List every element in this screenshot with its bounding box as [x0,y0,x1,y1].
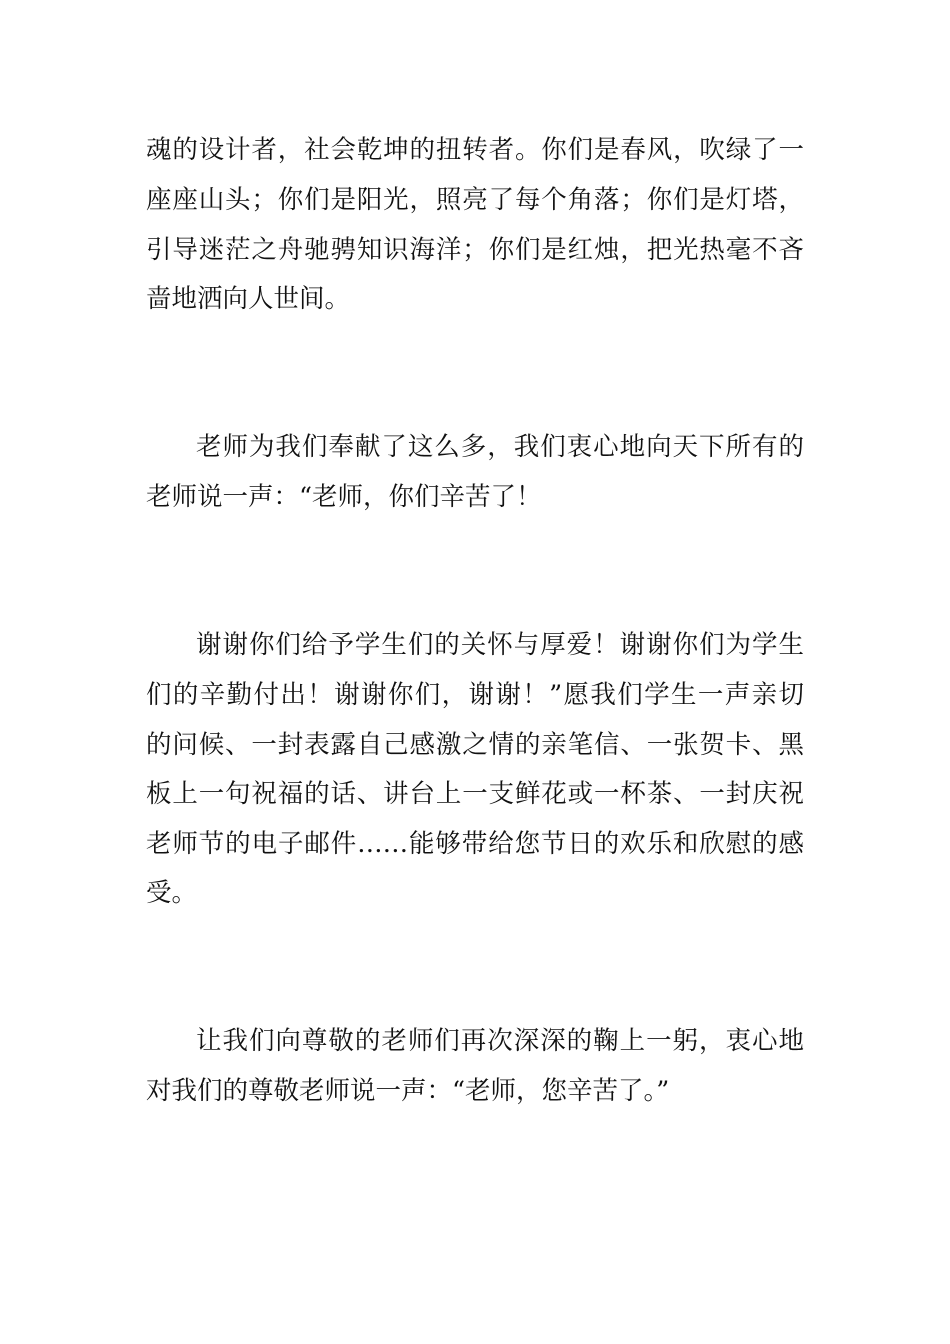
paragraph-1-line-3: 引导迷茫之舟驰骋知识海洋；你们是红烛，把光热毫不吝 [146,235,804,265]
paragraph-3-line-1: 谢谢你们给予学生们的关怀与厚爱！谢谢你们为学生 [196,630,804,660]
paragraph-4-line-2: 对我们的尊敬老师说一声：“老师，您辛苦了。” [146,1076,670,1106]
paragraph-3-line-2: 们的辛勤付出！谢谢你们，谢谢！”愿我们学生一声亲切 [146,680,804,710]
paragraph-4-line-1: 让我们向尊敬的老师们再次深深的鞠上一躬，衷心地 [196,1026,804,1056]
paragraph-3-line-3: 的问候、一封表露自己感激之情的亲笔信、一张贺卡、黑 [146,730,804,760]
paragraph-1-line-4: 啬地洒向人世间。 [146,284,351,314]
paragraph-3-line-5: 老师节的电子邮件……能够带给您节日的欢乐和欣慰的感 [146,829,804,859]
paragraph-3-line-6: 受。 [146,878,198,908]
paragraph-3-line-4: 板上一句祝福的话、讲台上一支鲜花或一杯茶、一封庆祝 [146,779,804,809]
paragraph-1-line-1: 魂的设计者，社会乾坤的扭转者。你们是春风，吹绿了一 [146,135,804,165]
paragraph-2-line-1: 老师为我们奉献了这么多，我们衷心地向天下所有的 [196,432,804,462]
paragraph-2-line-2: 老师说一声：“老师，你们辛苦了！ [146,482,542,512]
paragraph-1-line-2: 座座山头；你们是阳光，照亮了每个角落；你们是灯塔， [146,185,804,215]
